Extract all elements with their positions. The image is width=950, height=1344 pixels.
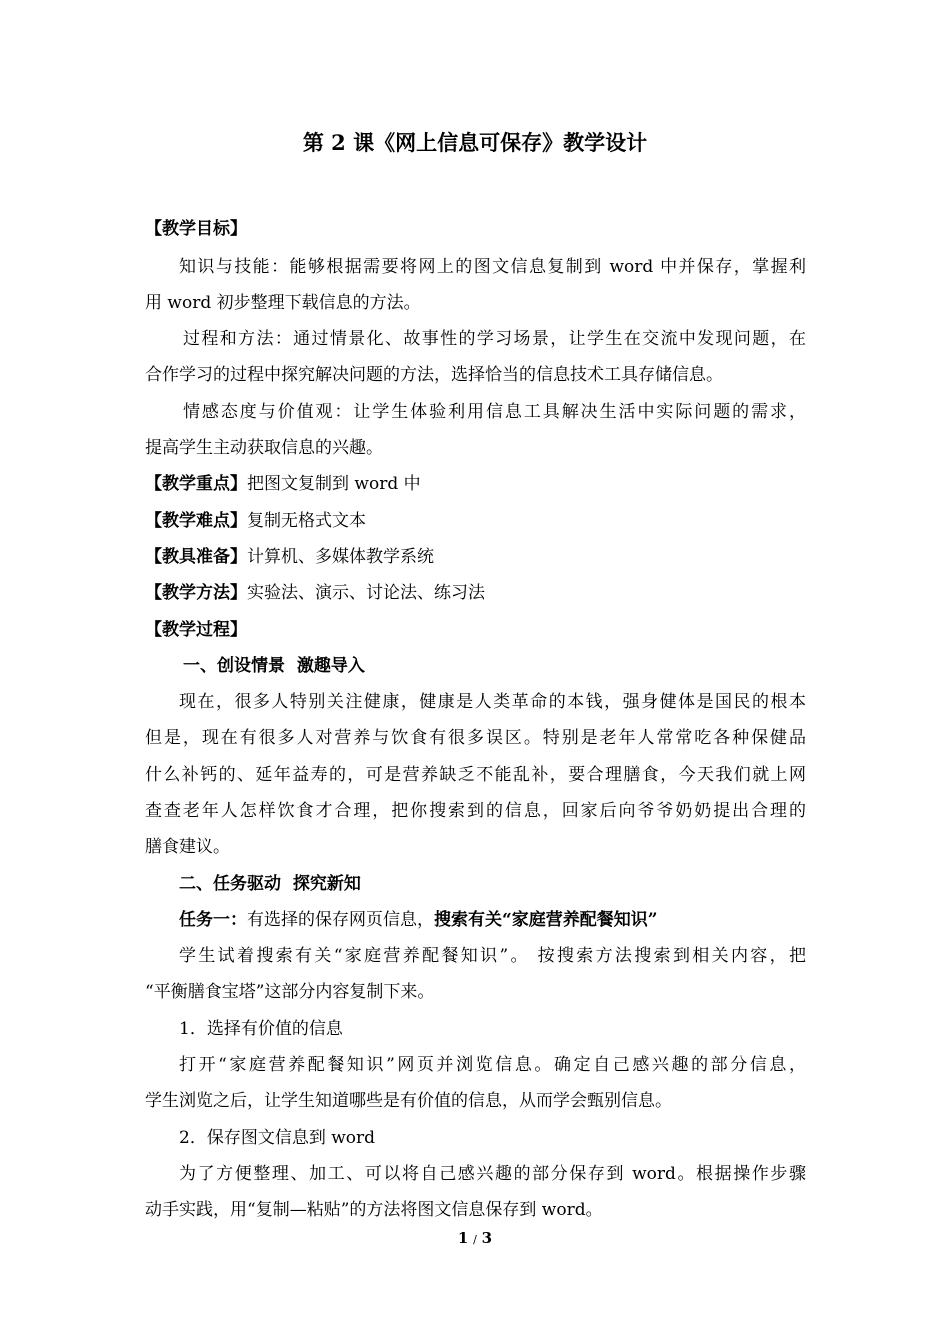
section1-line-4: 查查老年人怎样饮食才合理，把你搜索到的信息，回家后向爷爷奶奶提出合理的 — [145, 801, 806, 821]
step1-line-2: 学生浏览之后，让学生知道哪些是有价值的信息，从而学会甄别信息。 — [145, 1091, 672, 1111]
objective-knowledge-line-1: 知识与技能：能够根据需要将网上的图文信息复制到 word 中并保存，掌握利 — [179, 257, 806, 277]
step2-line-2: 动手实践，用“复制—粘贴”的方法将图文信息保存到 word。 — [145, 1200, 603, 1220]
objective-process-line-1: 过程和方法：通过情景化、故事性的学习场景，让学生在交流中发现问题，在 — [183, 329, 806, 349]
step2-line-1: 为了方便整理、加工、可以将自己感兴趣的部分保存到 word。根据操作步骤 — [179, 1164, 806, 1184]
objectives-heading: 【教学目标】 — [145, 219, 247, 239]
task1-emphasis: 搜索有关“家庭营养配餐知识” — [434, 910, 658, 930]
page-current: 1 — [457, 1229, 469, 1247]
step1-line-1: 打开“家庭营养配餐知识”网页并浏览信息。确定自己感兴趣的部分信息， — [179, 1055, 806, 1075]
task1-intro-line-1: 学生试着搜索有关“家庭营养配餐知识”。 按搜索方法搜索到相关内容，把 — [179, 946, 806, 966]
page-number — [0, 1228, 950, 1250]
difficulty-row — [145, 508, 366, 534]
objective-knowledge-line-2: 用 word 初步整理下载信息的方法。 — [145, 293, 421, 313]
section1-line-2: 但是，现在有很多人对营养与饮食有很多误区。特别是老年人常常吃各种保健品 — [145, 728, 806, 748]
section1-line-3: 什么补钙的、延年益寿的，可是营养缺乏不能乱补，要合理膳食，今天我们就上网 — [145, 765, 806, 785]
step2-title: 2．保存图文信息到 word — [179, 1128, 376, 1148]
methods-text: 实验法、演示、讨论法、练习法 — [247, 583, 485, 603]
section1-line-1: 现在，很多人特别关注健康，健康是人类革命的本钱，强身健体是国民的根本 — [179, 692, 806, 712]
process-heading: 【教学过程】 — [145, 620, 247, 640]
section2-heading: 二、任务驱动 探究新知 — [179, 874, 361, 894]
tools-text: 计算机、多媒体教学系统 — [247, 547, 434, 567]
objective-attitude-line-1: 情感态度与价值观：让学生体验利用信息工具解决生活中实际问题的需求， — [183, 402, 806, 422]
key-point-label: 【教学重点】 — [145, 474, 247, 494]
methods-row — [145, 580, 485, 606]
document-title: 第 2 课《网上信息可保存》教学设计 — [302, 130, 648, 155]
key-point-text: 把图文复制到 word 中 — [247, 474, 421, 494]
task1-text: 有选择的保存网页信息， — [247, 910, 434, 930]
key-point-row — [145, 471, 421, 497]
difficulty-label: 【教学难点】 — [145, 511, 247, 531]
difficulty-text: 复制无格式文本 — [247, 511, 366, 531]
section1-line-5: 膳食建议。 — [145, 837, 230, 857]
task1-intro-line-2: “平衡膳食宝塔”这部分内容复制下来。 — [145, 982, 435, 1002]
step1-title: 1．选择有价值的信息 — [179, 1019, 343, 1039]
page-separator: / — [473, 1233, 477, 1246]
page-total: 3 — [481, 1229, 493, 1247]
section1-heading: 一、创设情景 激趣导入 — [183, 656, 365, 676]
tools-label: 【教具准备】 — [145, 547, 247, 567]
objective-process-line-2: 合作学习的过程中探究解决问题的方法，选择恰当的信息技术工具存储信息。 — [145, 365, 723, 385]
task1-label: 任务一： — [179, 910, 247, 930]
task1-row — [145, 907, 658, 933]
methods-label: 【教学方法】 — [145, 583, 247, 603]
tools-row — [145, 544, 434, 570]
objective-attitude-line-2: 提高学生主动获取信息的兴趣。 — [145, 438, 383, 458]
